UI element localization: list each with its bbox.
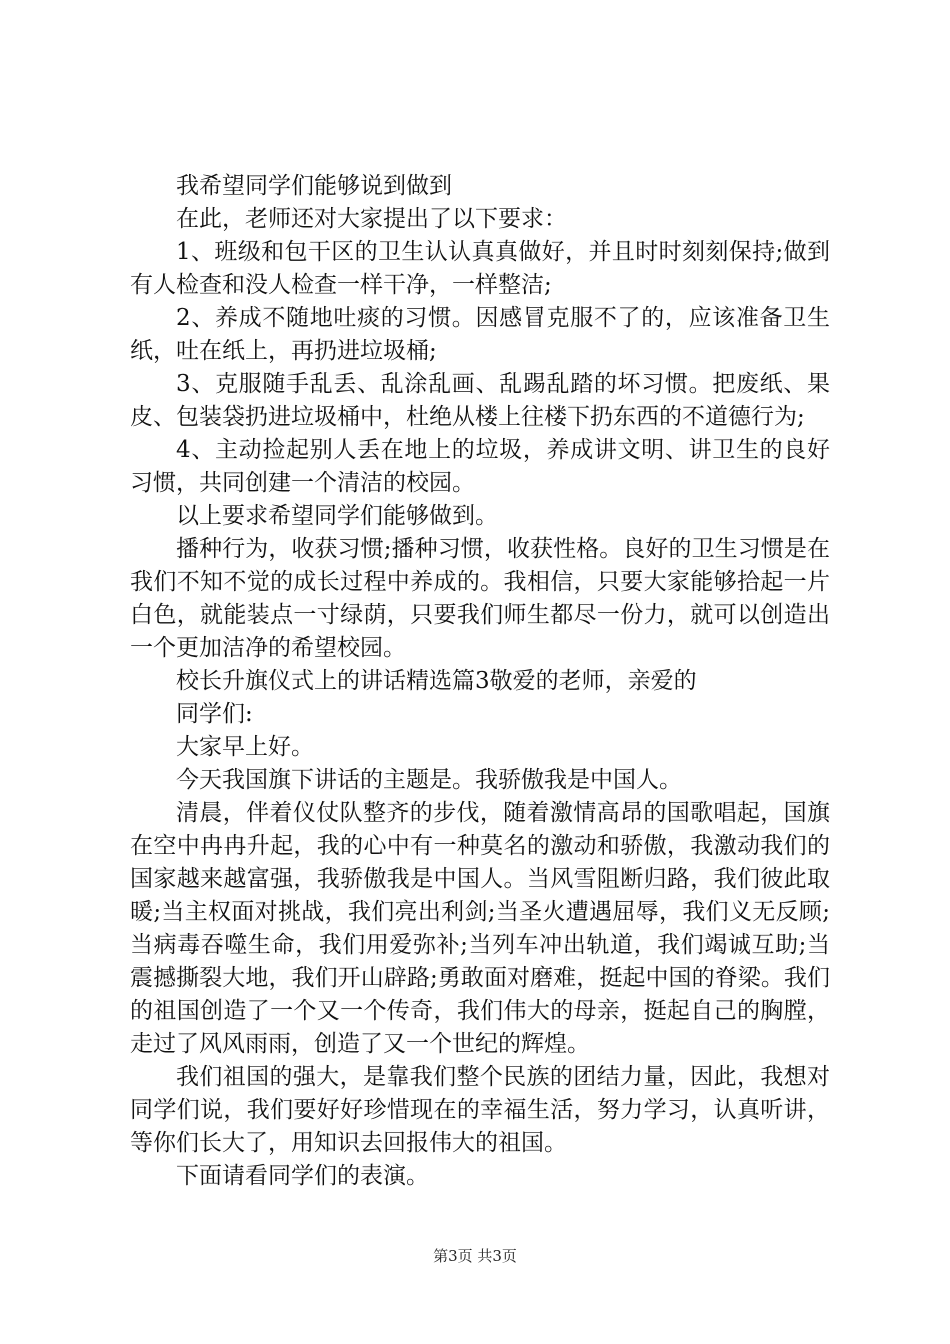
paragraph-4: 2、养成不随地吐痰的习惯。因感冒克服不了的，应该准备卫生纸，吐在纸上，再扔进垃圾桶; xyxy=(130,305,830,364)
paragraph-1: 我希望同学们能够说到做到 xyxy=(176,173,452,199)
paragraph-14: 我们祖国的强大，是靠我们整个民族的团结力量，因此，我想对同学们说，我们要好好珍惜现在的幸福生活，努力学习，认真听讲，等你们长大了，用知识去回报伟大的祖国。 xyxy=(130,1064,830,1156)
paragraph-2: 在此，老师还对大家提出了以下要求： xyxy=(176,206,567,232)
paragraph-11: 大家早上好。 xyxy=(176,734,314,760)
document-body xyxy=(130,170,830,1193)
paragraph-15: 下面请看同学们的表演。 xyxy=(176,1163,429,1189)
paragraph-9: 校长升旗仪式上的讲话精选篇3敬爱的老师，亲爱的 xyxy=(176,668,697,694)
paragraph-5: 3、克服随手乱丢、乱涂乱画、乱踢乱踏的坏习惯。把废纸、果皮、包装袋扔进垃圾桶中，杜绝从楼上往楼下扔东西的不道德行为; xyxy=(130,371,830,430)
paragraph-6: 4、主动捡起别人丢在地上的垃圾，养成讲文明、讲卫生的良好习惯，共同创建一个清洁的校园。 xyxy=(130,437,830,496)
paragraph-3: 1、班级和包干区的卫生认认真真做好，并且时时刻刻保持;做到有人检查和没人检查一样干净，一样整洁; xyxy=(130,239,830,298)
paragraph-8: 播种行为，收获习惯;播种习惯，收获性格。良好的卫生习惯是在我们不知不觉的成长过程中养成的。我相信，只要大家能够拾起一片白色，就能装点一寸绿荫，只要我们师生都尽一份力，就可以创造出一个更加洁净的希望校园。 xyxy=(130,536,830,661)
paragraph-13: 清晨，伴着仪仗队整齐的步伐，随着激情高昂的国歌唱起，国旗在空中冉冉升起，我的心中有一种莫名的激动和骄傲，我激动我们的国家越来越富强，我骄傲我是中国人。当风雪阻断归路，我们彼此取暖;当主权面对挑战，我们亮出利剑;当圣火遭遇屈辱，我们义无反顾;当病毒吞噬生命，我们用爱弥补;当列车冲出轨道，我们竭诚互助;当震撼撕裂大地，我们开山辟路;勇敢面对磨难，挺起中国的脊梁。我们的祖国创造了一个又一个传奇，我们伟大的母亲，挺起自己的胸膛，走过了风风雨雨，创造了又一个世纪的辉煌。 xyxy=(130,800,830,1057)
paragraph-7: 以上要求希望同学们能够做到。 xyxy=(176,503,498,529)
paragraph-12: 今天我国旗下讲话的主题是。我骄傲我是中国人。 xyxy=(176,767,682,793)
paragraph-10: 同学们: xyxy=(176,701,253,727)
page-number-label: 第3页 共3页 xyxy=(433,1247,517,1265)
page-footer xyxy=(0,1246,950,1266)
